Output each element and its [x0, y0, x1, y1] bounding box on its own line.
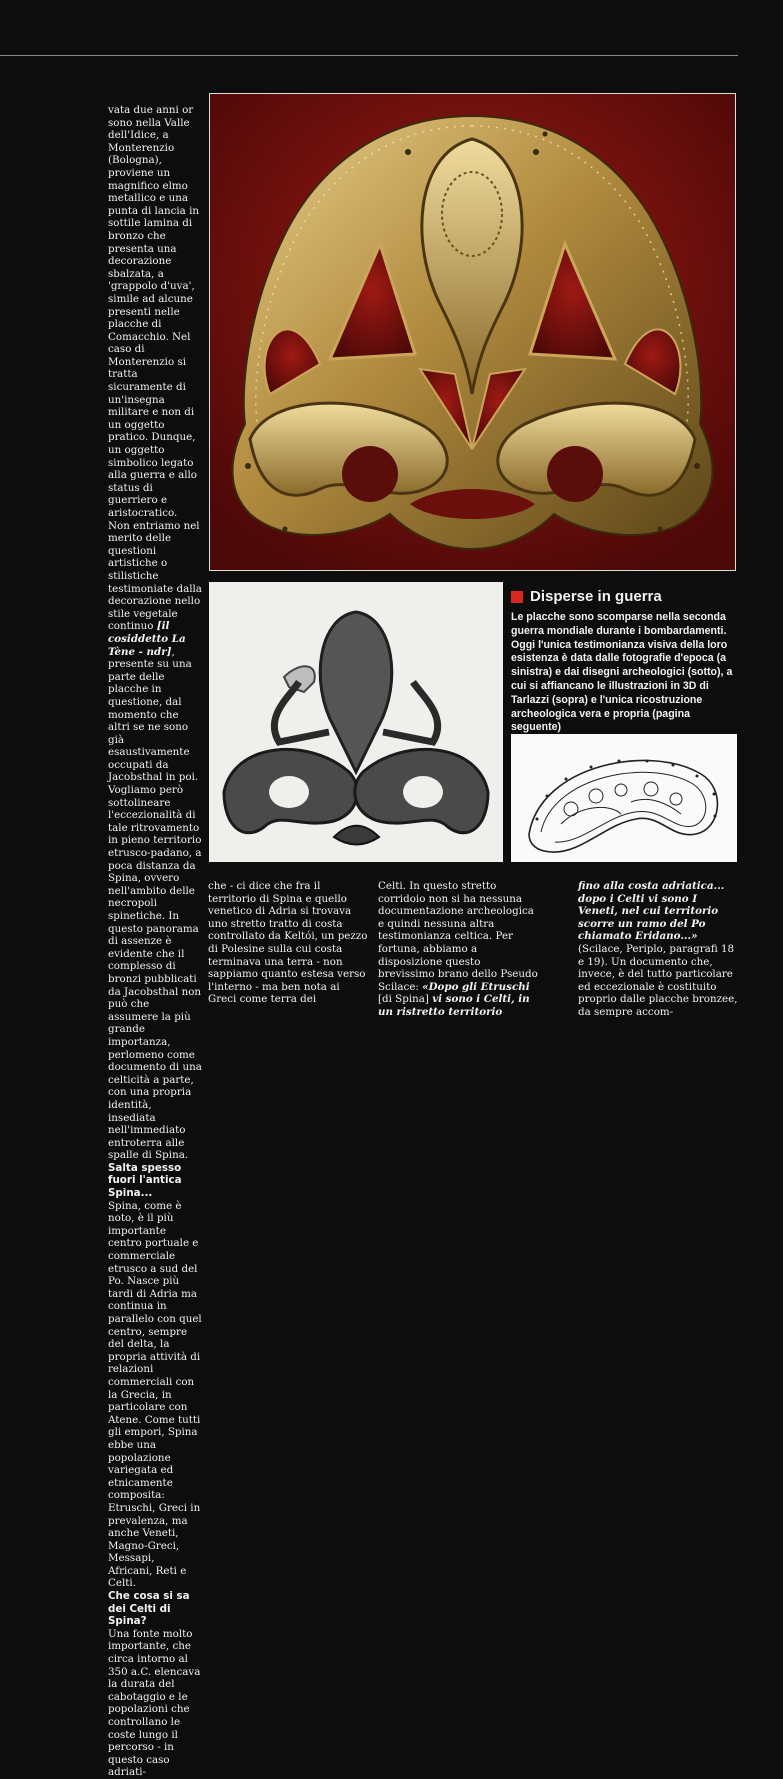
golden-plaque-illustration [210, 94, 735, 570]
paragraph: che - ci dice che fra il territorio di Spina e quello venetico di Adria si trovava uno stretto tratto di costa controllato da Keltói, un pezzo di Polesine sulla cui costa terminava una terra - non sappiamo quanto estesa verso l'interno - ma ben nota ai Greci come terra dei [208, 880, 368, 1006]
archival-plaque-photo [209, 582, 503, 862]
archaeological-drawing [511, 734, 737, 862]
bronze-plaque-3d-image [209, 93, 736, 571]
article-column-c [378, 880, 540, 1019]
paragraph: vata due anni or sono nella Valle dell'Idice, a Monterenzio (Bologna), proviene un magnifico elmo metallico e una punta di lancia in sottile lamina di bronzo che presenta una decorazione sbalzata, a 'grappolo d'uva', simile ad alcune presenti nelle placche di Comacchio. Nel caso di Monterenzio si tratta sicuramente di un'insegna militare e non di un oggetto pratico. Dunque, un oggetto simbolico legato alla guerra e allo status di guerriero e aristocratico. [108, 104, 200, 519]
image-caption [511, 588, 741, 735]
article-column-d [578, 880, 738, 1019]
paragraph: Celti. In questo stretto corridoio non si ha nessuna documentazione archeologica e quindi nessuna altra testimonianza celtica. Per fortuna, abbiamo a disposizione questo brevissimo brano dello Pseudo Scilace: «Dopo gli Etruschi [di Spina] vi sono i Celti, in un ristretto territorio [378, 880, 538, 1018]
paragraph: Non entriamo nel merito delle questioni artistiche o stilistiche testimoniate dalla decorazione nello stile vegetale continuo [il cosiddetto La Tène - ndr], presente su una parte delle placche in questione, dal momento che altri se ne sono già esaustivamente occupati da Jacobsthal in poi. Vogliamo però sottolineare l'eccezionalità di tale ritrovamento in pieno territorio etrusco-padano, a poca distanza da Spina, ovvero nell'ambito delle necropoli spinetiche. In questo panorama di assenze è evidente che il complesso di bronzi pubblicati da Jacobsthal non può che assumere la più grande importanza, perlomeno come documento di una celticità a parte, con una propria identità, insediata nell'immediato entroterra alle spalle di Spina. [108, 519, 202, 1162]
red-square-icon [511, 591, 523, 603]
caption-title: Disperse in guerra [530, 588, 662, 605]
caption-title-row [511, 588, 741, 605]
article-column-b [208, 880, 368, 1006]
paragraph: Una fonte molto importante, che circa intorno al 350 a.C. elencava la durata del cabotaggio e le popolazioni che controllano le coste lungo il percorso - in questo caso adriati- [108, 1627, 201, 1779]
article-column-left [108, 104, 202, 1779]
paragraph: Spina, come è noto, è il più importante centro portuale e commerciale etrusco a sud del Po. Nasce più tardi di Adria ma continua in parallelo con quel centro, sempre del delta, la propria attività di relazioni commerciali con la Grecia, in particolare con Atene. Come tutti gli empori, Spina ebbe una popolazione variegata ed etnicamente composita: Etruschi, Greci in prevalenza, ma anche Veneti, Magno-Greci, Messapi, Africani, Reti e Celti. [108, 1199, 202, 1590]
subheading: Salta spesso fuori l'antica Spina... [108, 1161, 182, 1200]
archival-photo [209, 582, 503, 862]
paragraph: fino alla costa adriatica... dopo i Celti vi sono I Veneti, nel cui territorio scorre un ramo del Po chiamato Eridano...» (Scilace, Periplo, paragrafi 18 e 19). Un documento che, invece, è del tutto particolare ed eccezionale è costituito proprio dalle placche bronzee, da sempre accom- [578, 880, 738, 1018]
top-rule [0, 55, 738, 56]
subheading: Che cosa si sa dei Celti di Spina? [108, 1590, 190, 1628]
caption-body: Le placche sono scomparse nella seconda guerra mondiale durante i bombardamenti. Oggi l'unica testimonianza visiva della loro esistenza è data dalle fotografie d'epoca (a sinistra) e dai disegni archeologici (sotto), a cui si affiancano le illustrazioni in 3D di Tarlazzi (sopra) e l'unica ricostruzione archeologica vera e propria (pagina seguente) [511, 611, 733, 734]
volute-drawing [511, 734, 737, 862]
